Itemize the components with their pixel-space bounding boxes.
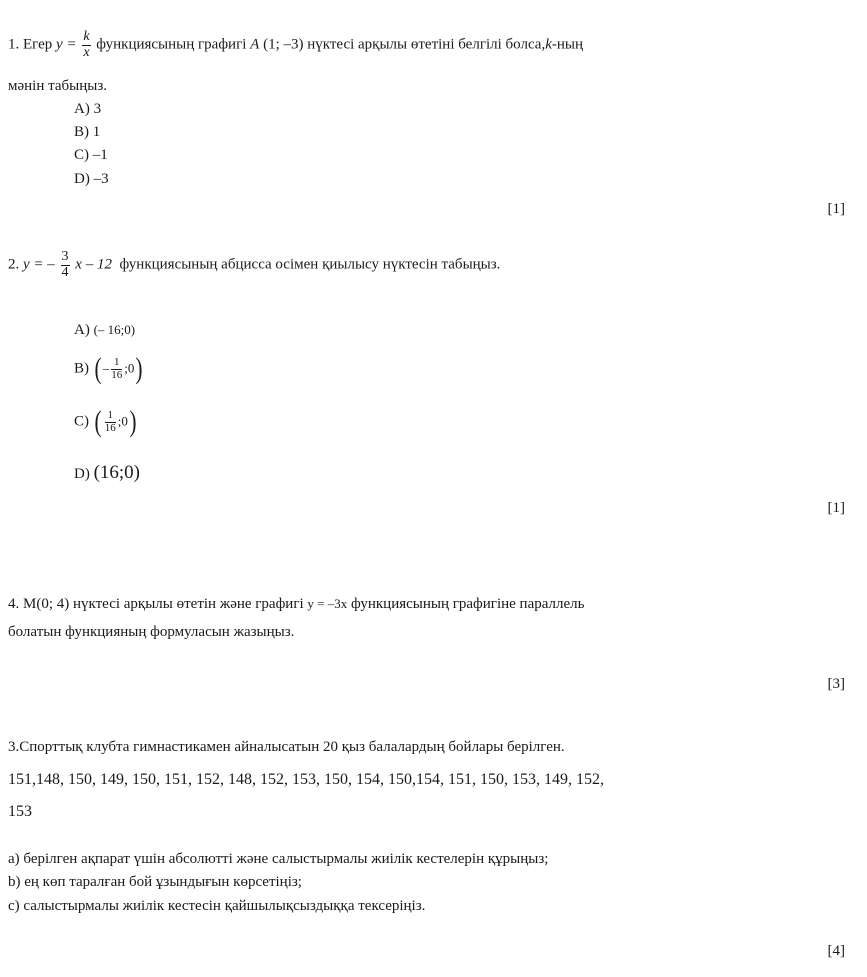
q2-opt-c-close-paren: ) — [129, 405, 137, 438]
q2-fraction — [61, 250, 70, 280]
q1-k-var: k — [545, 36, 552, 53]
q2-opt-b-tail: ;0 — [124, 360, 135, 376]
q3-task-a: a) берілген ақпарат үшін абсолютті және салыстырмалы жиілік кестелерін құрыңыз; — [8, 851, 549, 867]
q2-option-c — [74, 407, 138, 437]
q2-opt-a-label: A) — [74, 322, 90, 338]
q1-y-eq: y = — [56, 36, 77, 53]
q1-text2: нүктесі арқылы өтетіні белгілі болса, — [307, 36, 546, 53]
q2-opt-c-open-paren: ( — [94, 405, 102, 438]
q2-option-a — [74, 322, 135, 339]
q2-mark: [1] — [827, 500, 845, 516]
q1-option-a: A) 3 — [74, 101, 102, 117]
q1-line1 — [8, 30, 583, 60]
q2-rest: x – 12 — [75, 256, 112, 273]
q2-opt-c-den: 16 — [104, 421, 116, 434]
q2-text: функциясының абцисса осімен қиылысу нүктесін табыңыз. — [119, 256, 501, 273]
q4-mark: [3] — [827, 676, 845, 692]
q2-option-b — [74, 354, 144, 384]
q3-task-c: c) салыстырмалы жиілік кестесін қайшылықсыздыққа тексеріңіз. — [8, 898, 426, 914]
q1-text3: -ның — [551, 36, 584, 53]
q2-frac-den: 4 — [61, 264, 69, 280]
q2-opt-b-fraction — [111, 357, 122, 381]
q1-option-d: D) –3 — [74, 171, 109, 187]
q1-text1: функциясының графигі — [96, 36, 247, 53]
q4-formula: y = –3x — [307, 596, 348, 611]
q1-option-c: C) –1 — [74, 147, 108, 163]
q3-mark: [4] — [827, 943, 845, 959]
q2-opt-c-fraction — [105, 410, 116, 434]
q1-mark: [1] — [827, 201, 845, 217]
q4-line1 — [8, 596, 585, 613]
q2-opt-b-minus: – — [102, 360, 110, 376]
q3-data-line1: 151,148, 150, 149, 150, 151, 152, 148, 152, 153, 150, 154, 150,154, 151, 150, 153, 149, 152, — [8, 771, 604, 788]
q2-opt-b-den: 16 — [111, 368, 123, 381]
q1-frac-den: x — [83, 44, 90, 60]
q4-line2: болатын функцияның формуласын жазыңыз. — [8, 624, 295, 640]
q2-opt-d-value: (16;0) — [93, 462, 141, 483]
q2-opt-b-open-paren: ( — [94, 352, 102, 385]
q2-opt-b-close-paren: ) — [135, 352, 143, 385]
q1-fraction — [82, 30, 90, 60]
q2-opt-c-tail: ;0 — [117, 413, 128, 429]
q2-prefix: 2. — [8, 256, 20, 273]
q2-opt-b-num: 1 — [111, 357, 122, 370]
q2-option-d — [74, 462, 140, 484]
q1-option-b: B) 1 — [74, 124, 101, 140]
q2-opt-c-label: C) — [74, 413, 89, 430]
q3-data-line2: 153 — [8, 803, 32, 820]
q2-line1 — [8, 250, 500, 280]
q2-y-eq: y = – — [23, 256, 55, 273]
q1-frac-num: k — [83, 29, 90, 44]
q3-task-b: b) ең көп таралған бой ұзындығын көрсетіңіз; — [8, 874, 302, 890]
q1-point-coords: (1; –3) — [263, 36, 304, 53]
q2-frac-num: 3 — [61, 249, 69, 264]
q2-opt-d-label: D) — [74, 466, 90, 482]
q2-opt-a-value: (– 16;0) — [93, 322, 136, 337]
q4-line1-b: функциясының графигіне параллель — [351, 596, 585, 612]
q3-line1: 3.Спорттық клубта гимнастикамен айналысатын 20 қыз балалардың бойлары берілген. — [8, 739, 565, 755]
q1-line2: мәнін табыңыз. — [8, 78, 108, 94]
q1-prefix: 1. Егер — [8, 36, 53, 53]
q2-opt-c-num: 1 — [105, 410, 116, 423]
q2-opt-b-label: B) — [74, 360, 89, 377]
q1-point-name: A — [250, 36, 260, 53]
q4-line1-a: 4. M(0; 4) нүктесі арқылы өтетін және графигі — [8, 596, 304, 612]
